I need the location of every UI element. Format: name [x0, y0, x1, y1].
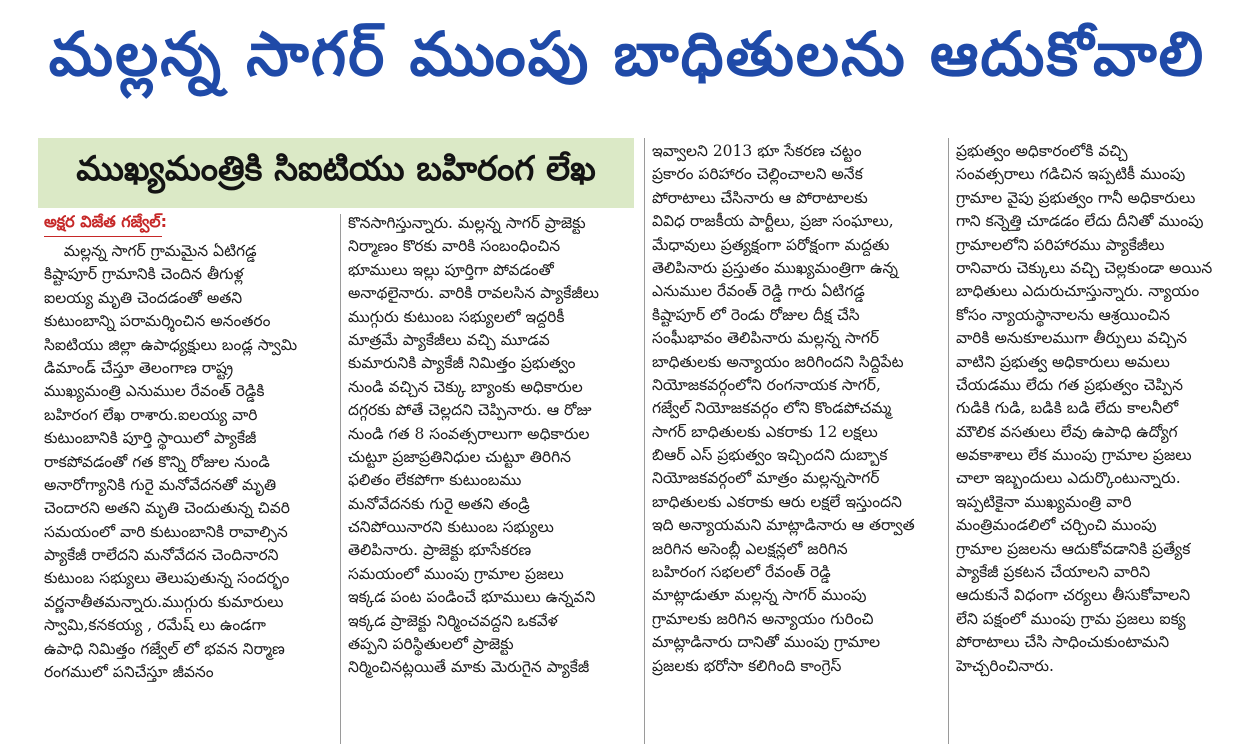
text-line: కోసం న్యాయస్థానాలను ఆశ్రయించిన: [956, 305, 1170, 324]
text-line: కుటుంబ సభ్యులు తెలుపుతున్న సందర్భం: [44, 569, 290, 588]
text-line: తెలిపినారు ప్రస్తుతం ముఖ్యమంత్రిగా ఉన్న: [652, 258, 898, 277]
text-line: తప్పని పరిస్థితులలో ప్రాజెక్టు: [348, 635, 514, 654]
text-line: గ్రామాలలోని పరిహారము ప్యాకేజీలు: [956, 235, 1165, 254]
text-line: సమయంలో వారి కుటుంబానికి రావాల్సిన: [44, 522, 288, 541]
text-line: వాటిని ప్రభుత్వ అధికారులు అమలు: [956, 352, 1170, 371]
subheadline-banner: [38, 138, 634, 208]
text-line: ఎనుముల రేవంత్ రెడ్డి గారు ఏటిగడ్డ: [652, 282, 865, 301]
text-line: స్వామి,కనకయ్య , రమేష్ లు ఉండగా: [44, 616, 266, 635]
text-line: ఇవ్వాలని 2013 భూ సేకరణ చట్టం: [652, 142, 862, 160]
text-line: ప్యాకేజీ ప్రకటన చేయాలని వారిని: [956, 563, 1151, 582]
text-line: అనాథలైనారు. వారికి రావలసిన ప్యాకేజీలు: [348, 284, 600, 303]
text-line: పోరాటాలు చేసినారు ఆ పోరాటాలకు: [652, 188, 868, 207]
text-line: రంగములో పనిచేస్తూ జీవనం: [44, 663, 214, 682]
text-line: సమయంలో ముంపు గ్రామాల ప్రజలు: [348, 564, 564, 583]
text-line: ముగ్గురు కుటుంబ సభ్యులలో ఇద్దరికీ: [348, 307, 565, 326]
article-column-3: [652, 140, 942, 701]
text-line: ప్రభుత్వం అధికారంలోకి వచ్చి: [956, 142, 1128, 160]
text-line: అనారోగ్యానికి గురై మనోవేదనతో మృతి: [44, 475, 277, 494]
text-line: వివిధ రాజకీయ పార్టీలు, ప్రజా సంఘాలు,: [652, 212, 894, 231]
text-line: ప్యాకేజీ రాలేదని మనోవేదన చెందినారని: [44, 546, 279, 565]
text-line: నిర్మించినట్లయితే మాకు మెరుగైన ప్యాకేజీ: [348, 658, 590, 677]
text-line: సంఘీభావం తెలిపినారు మల్లన్న సాగర్: [652, 329, 880, 348]
text-line: బహిరంగ సభలలో రేవంత్ రెడ్డి: [652, 563, 831, 582]
text-line: మంత్రిమండలిలో చర్చించి ముంపు: [956, 516, 1157, 535]
text-line: ఉపాధి నిమిత్తం గజ్వేల్ లో భవన నిర్మాణ: [44, 639, 285, 658]
text-line: లేని పక్షంలో ముంపు గ్రామ ప్రజలు ఐక్య: [956, 609, 1186, 628]
text-line: నియోజకవర్గంలోని రంగనాయక సాగర్,: [652, 375, 881, 394]
text-line: మనోవేదనకు గురై అతని తండ్రి: [348, 494, 530, 513]
column-divider-2: [644, 138, 645, 744]
text-line: కుటుంబాన్ని పరామర్శించిన అనంతరం: [44, 312, 271, 331]
article-column-2: [348, 212, 638, 680]
text-line: బాధితులు ఎదురుచూస్తున్నారు. న్యాయం: [956, 282, 1200, 301]
text-line: ఇప్పటికైనా ముఖ్యమంత్రి వారి: [956, 492, 1132, 511]
text-line: కుమారునికి ప్యాకేజీ నిమిత్తం ప్రభుత్వం: [348, 354, 576, 373]
headline: మల్లన్న సాగర్ ముంపు బాధితులను ఆదుకోవాలి: [48, 19, 1206, 90]
text-line: గ్రామాలకు జరిగిన అన్యాయం గురించి: [652, 609, 874, 628]
subheadline: ముఖ్యమంత్రికి సిఐటియు బహిరంగ లేఖ: [76, 149, 596, 189]
text-line: చాలా ఇబ్బందులు ఎదుర్కొంటున్నారు.: [956, 469, 1181, 488]
text-line: కుటుంబానికి పూర్తి స్థాయిలో ప్యాకేజీ: [44, 429, 257, 448]
text-line: గ్రామాల వైపు ప్రభుత్వం గానీ అధికారులు: [956, 188, 1196, 207]
text-line: ఇక్కడ ప్రాజెక్టు నిర్మించవద్దని ఒకవేళ: [348, 611, 558, 630]
text-line: తెలిపినారు. ప్రాజెక్టు భూసేకరణ: [348, 541, 532, 560]
text-line: బహిరంగ లేఖ రాశారు.ఐలయ్య వారి: [44, 405, 258, 424]
text-line: [652, 678, 942, 701]
text-line: చేయడము లేదు గత ప్రభుత్వం చెప్పిన: [956, 375, 1183, 394]
text-line: భూములు ఇల్లు పూర్తిగా పోవడంతో: [348, 260, 554, 279]
text-line: మల్లన్న సాగర్ గ్రామమైన ఏటిగడ్డ: [44, 242, 257, 260]
text-line: నుండి గత 8 సంవత్సరాలుగా అధికారుల: [348, 424, 590, 443]
text-line: జరిగిన అసెంబ్లీ ఎలక్షన్లలో జరిగిన: [652, 539, 848, 558]
text-line: బిఆర్ ఎస్ ప్రభుత్వం ఇచ్చిందని దుబ్బాక: [652, 446, 888, 465]
text-line: చనిపోయినారని కుటుంబ సభ్యులు: [348, 518, 554, 537]
text-line: మాత్రమే ప్యాకేజీలు వచ్చి మూడవ: [348, 330, 550, 349]
byline-underline: [44, 236, 162, 237]
text-line: రానివారు చెక్కులు వచ్చి చెల్లకుండా అయిన: [956, 258, 1213, 277]
text-line: వారికి అనుకూలముగా తీర్పులు వచ్చిన: [956, 329, 1188, 348]
text-line: గజ్వేల్ నియోజకవర్గం లోని కొండపోచమ్మ: [652, 399, 892, 418]
text-line: ప్రజలకు భరోసా కలిగింది కాంగ్రెస్: [652, 656, 842, 675]
column-divider-3: [948, 138, 949, 744]
text-line: కిష్టాపూర్ గ్రామానికి చెందిన తీగుళ్ల: [44, 265, 244, 284]
text-line: చుట్టూ ప్రజాప్రతినిధుల చుట్టూ తిరిగిన: [348, 447, 572, 466]
text-line: బాధితులకు అన్యాయం జరిగిందని సిద్దిపేట: [652, 352, 904, 371]
text-line: ఆదుకునే విధంగా చర్యలు తీసుకోవాలని: [956, 586, 1191, 605]
column-divider-1: [340, 214, 341, 744]
text-line: సాగర్ బాధితులకు ఎకరాకు 12 లక్షలు: [652, 422, 878, 441]
text-line: ప్రకారం పరిహారం చెల్లించాలని అనేక: [652, 165, 863, 184]
article-column-1: [44, 240, 334, 684]
text-line: చెందారని అతని మృతి చెందుతున్న చివరి: [44, 499, 290, 518]
byline: అక్షర విజేత గజ్వేల్:: [44, 212, 168, 231]
text-line: సిఐటియు జిల్లా ఉపాధ్యక్షులు బండ్ల స్వామి: [44, 335, 298, 354]
text-line: అవకాశాలు లేక ముంపు గ్రామాల ప్రజలు: [956, 446, 1192, 465]
text-line: సంవత్సరాలు గడిచిన ఇప్పటికీ ముంపు: [956, 165, 1186, 184]
text-line: మాట్లాడుతూ మల్లన్న సాగర్ ముంపు: [652, 586, 867, 605]
text-line: ఇది అన్యాయమని మాట్లాడినారు ఆ తర్వాత: [652, 516, 915, 535]
text-line: నిర్మాణం కొరకు వారికి సంబంధించిన: [348, 237, 561, 256]
text-line: ఐలయ్య మృతి చెందడంతో అతని: [44, 288, 243, 307]
text-line: మౌలిక వసతులు లేవు ఉపాధి ఉద్యోగ: [956, 422, 1178, 441]
text-line: కొనసాగిస్తున్నారు. మల్లన్న సాగర్ ప్రాజెక్టు: [348, 214, 586, 232]
text-line: కిష్టాపూర్ లో రెండు రోజుల దీక్ష చేసి: [652, 305, 860, 324]
text-line: గుడికి గుడి, బడికి బడి లేదు కాలనీలో: [956, 399, 1179, 418]
text-line: డిమాండ్ చేస్తూ తెలంగాణ రాష్ట్ర: [44, 358, 234, 377]
text-line: పోరాటాలు చేసి సాధించుకుంటామని: [956, 633, 1170, 652]
text-line: [956, 678, 1246, 701]
text-line: మేధావులు ప్రత్యక్షంగా పరోక్షంగా మద్దతు: [652, 235, 890, 254]
text-line: నియోజకవర్గంలో మాత్రం మల్లన్నసాగర్: [652, 469, 880, 488]
text-line: గాని కన్నెత్తి చూడడం లేదు దీనితో ముంపు: [956, 212, 1204, 231]
text-line: నుండి వచ్చిన చెక్కు బ్యాంకు అధికారుల: [348, 377, 583, 396]
text-line: ఇక్కడ పంట పండించే భూములు ఉన్నవని: [348, 588, 596, 607]
article-column-4: [956, 140, 1246, 701]
text-line: వర్ణనాతీతమన్నారు.ముగ్గురు కుమారులు: [44, 592, 284, 611]
text-line: గ్రామాల ప్రజలను ఆదుకోవడానికి ప్రత్యేక: [956, 539, 1191, 558]
text-line: హెచ్చరించినారు.: [956, 656, 1054, 675]
text-line: రాకపోవడంతో గత కొన్ని రోజుల నుండి: [44, 452, 270, 471]
text-line: దగ్గరకు పోతే చెల్లదని చెప్పినారు. ఆ రోజు: [348, 401, 592, 420]
text-line: ఫలితం లేకపోగా కుటుంబము: [348, 471, 522, 490]
text-line: మాట్లాడినారు దానితో ముంపు గ్రామాల: [652, 633, 881, 652]
text-line: బాధితులకు ఎకరాకు ఆరు లక్షలే ఇస్తుందని: [652, 492, 902, 511]
text-line: ముఖ్యమంత్రి ఎనుముల రేవంత్ రెడ్డికి: [44, 382, 265, 401]
